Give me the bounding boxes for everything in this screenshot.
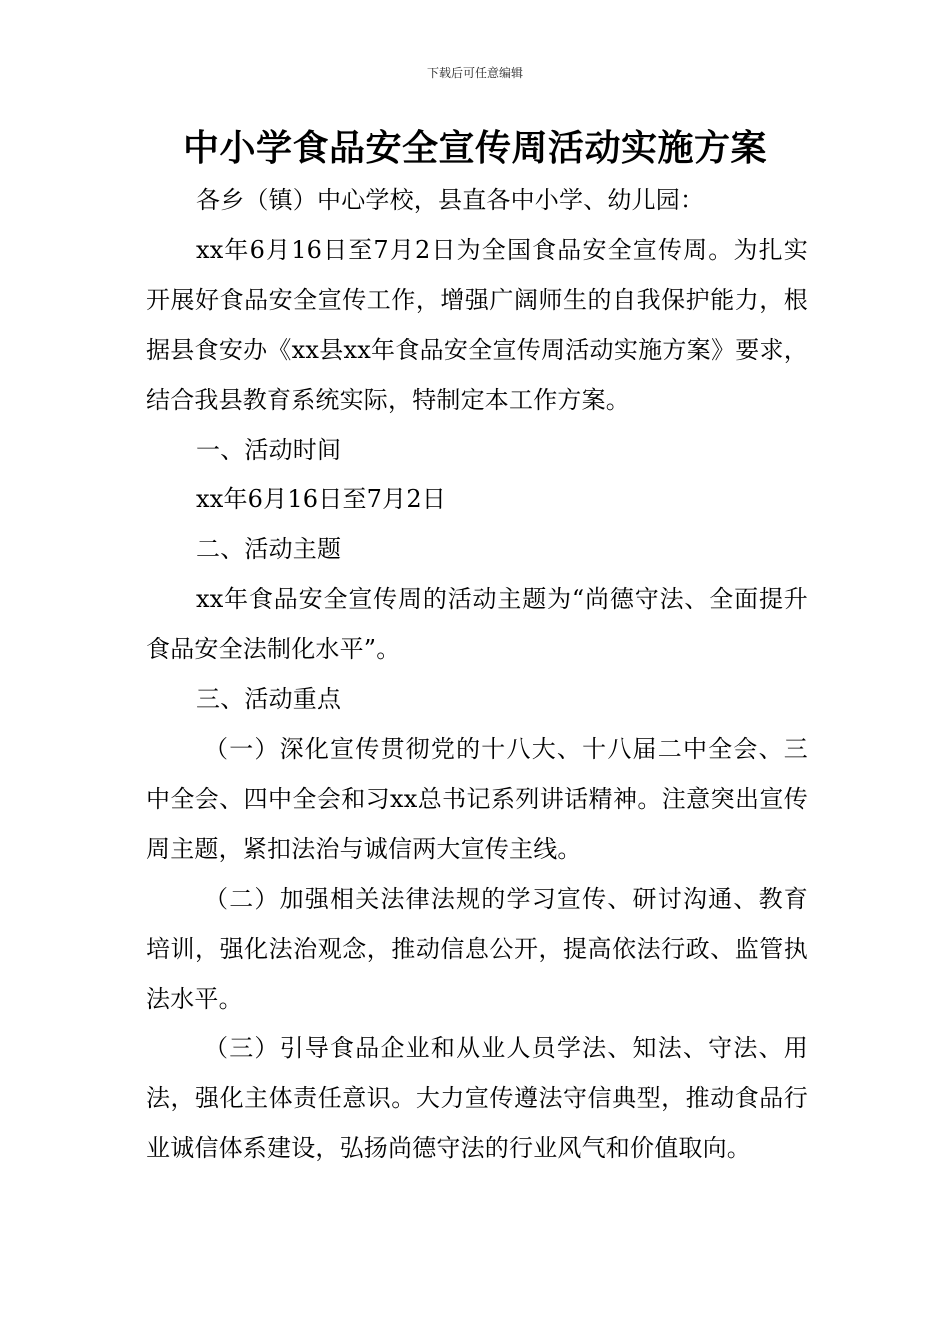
section-2-body: xx年食品安全宣传周的活动主题为“尚德守法、全面提升食品安全法制化水平”。 xyxy=(146,585,808,664)
intro-paragraph: xx年6月16日至7月2日为全国食品安全宣传周。为扎实开展好食品安全宣传工作，增强广阔师生的自我保护能力，根据县食安办《xx县xx年食品安全宣传周活动实施方案》要求，结合我县教育系统实际，特制定本工作方案。 xyxy=(146,235,808,414)
focus-item-3: （三）引导食品企业和从业人员学法、知法、守法、用法，强化主体责任意识。大力宣传遵法守信典型，推动食品行业诚信体系建设，弘扬尚德守法的行业风气和价值取向。 xyxy=(146,1034,808,1163)
focus-item-2: （二）加强相关法律法规的学习宣传、研讨沟通、教育培训，强化法治观念，推动信息公开，提高依法行政、监管执法水平。 xyxy=(146,884,808,1013)
section-3-heading: 三、活动重点 xyxy=(196,685,342,714)
section-1-body: xx年6月16日至7月2日 xyxy=(196,485,447,514)
header-note: 下载后可任意编辑 xyxy=(426,66,523,80)
section-1-heading: 一、活动时间 xyxy=(196,435,342,464)
document-body xyxy=(146,176,808,1174)
document-title: 中小学食品安全宣传周活动实施方案 xyxy=(182,128,767,169)
salutation: 各乡（镇）中心学校，县直各中小学、幼儿园： xyxy=(196,186,705,214)
focus-item-1: （一）深化宣传贯彻党的十八大、十八届二中全会、三中全会、四中全会和习xx总书记系列讲话精神。注意突出宣传周主题，紧扣法治与诚信两大宣传主线。 xyxy=(146,734,808,863)
section-2-heading: 二、活动主题 xyxy=(196,535,342,564)
